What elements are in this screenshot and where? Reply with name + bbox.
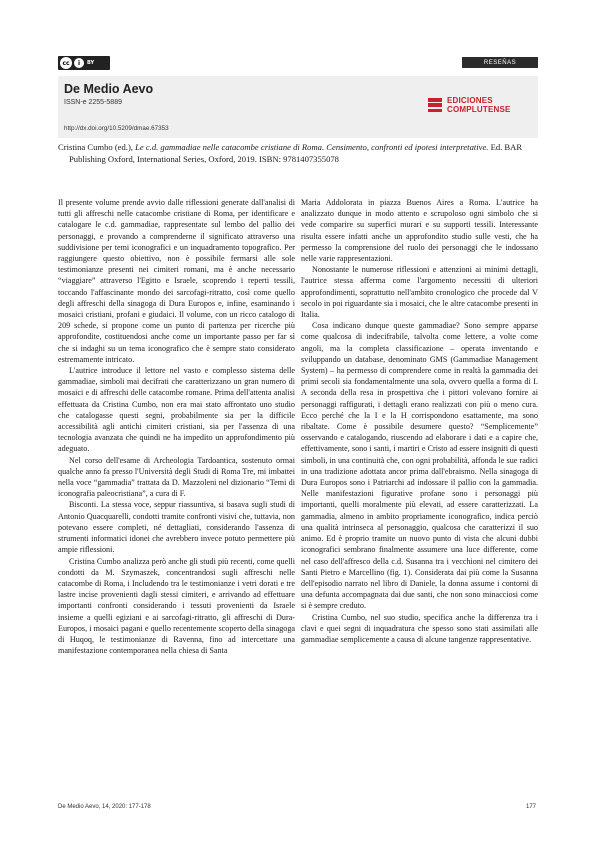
paragraph: L'autrice introduce il lettore nel vasto e complesso sistema delle gammadiae, simboli mai decifrati che caratterizzano un gran numero di mosaici e di affreschi delle catacombe romane. Prima dell'attenta analisi effettuata da Cristina Cumbo, non era mai stato affrontato uno studio che catalogasse questi segni, probabilmente sia per la difficile accessibilità agli antichi cimiteri cristiani, sia per l'assenza di una tecnologia avanzata che quindi ne ha impedito un approfondimento più adeguato. [58, 366, 295, 454]
book-citation [58, 141, 538, 165]
paragraph: Maria Addolorata in piazza Buenos Aires a Roma. L'autrice ha analizzato dunque in modo attento e scrupoloso ogni simbolo che si vede comparire su superfici murari e su supporti tessili. Interessante risulta essere infatti anche un approfondito studio sulle vesti, che ha permesso la comprensione del ruolo dei personaggi che le indossano nelle varie rappresentazioni. [301, 198, 538, 264]
section-tag: RESEÑAS [462, 57, 538, 68]
publisher-logo [428, 96, 511, 114]
publisher-name-line1: EDICIONES [447, 96, 493, 105]
attribution-icon: i [74, 58, 84, 68]
paragraph: Il presente volume prende avvio dalle riflessioni generate dall'analisi di tutti gli affreschi nelle catacombe cristiane di Roma, per identificare e catalogare le c.d. gammadiae, rappresentate sul lembo del pallio dei personaggi, e provando a comprenderne il significato attraverso una suddivisione per temi iconografici e un inquadramento topografico. Per raggiungere questo obiettivo, non è possibile fermarsi alle sole testimonianze presenti nei cimiteri romani, ma è anche necessario “viaggiare” attraverso l'Egitto e Israele, scoprendo i reperti tessili, toccando l'affascinante mondo dei sarcofagi-ritratto, così come quello degli affreschi della sinagoga di Dura Europos e, infine, esaminando i mosaici cristiani, profani e giudaici. Il volume, con un ricco catalogo di 209 schede, si propone come un punto di partenza per ricerche più approfondite, costituendosi anche come un importante passo per far sì che si indaghi su un tema iconografico che è sempre stato considerato estremamente intricato. [58, 198, 295, 364]
license-label: BY [87, 60, 95, 66]
right-column [301, 197, 538, 645]
paragraph: Cosa indicano dunque queste gammadiae? Sono sempre apparse come qualcosa di indecifrabile, talvolta come lettere, a volte come angoli, ma la completa classificazione – operata inventando e sviluppando un database, denominato GMS (Gammadiae Management System) – ha permesso di comprendere come in realtà la gammadia dei primi secoli sia fondamentalmente una sola, ovvero quella a forma di I. A seconda della resa in prospettiva che i pittori volevano fornire ai personaggi raffigurati, i dettagli erano realizzati con più o meno cura. Ecco perché che la I e la H corrispondono esattamente, ma sono ribaltate. Come è possibile desumere questo? “Semplicemente” osservando e catalogando, riuscendo ad elaborare i dati e a capire che, effettivamente, sono i santi, i martiri e Cristo ad essere insigniti di questi simboli, in una continuità che, con ogni probabilità, affonda le sue radici in una tradizione adottata ancor prima dall'ebraismo. Nella sinagoga di Dura Europos sono i Patriarchi ad indossare il pallio con la gammadia. Nelle manifestazioni figurative profane sono i personaggi più importanti, quelli moralmente più elevati, ad essere caratterizzati. La gammadia, almeno in ambito propriamente iconografico, indica perciò una qualità intrinseca al personaggio, qualcosa che caratterizzi il suo animo. Ed è proprio tramite un nuovo punto di vista che alcuni dubbi iconografici sembrano finalmente assumere una luce differente, come nel caso dell'affresco della c.d. Susanna tra i vecchioni nel cimitero dei Santi Pietro e Marcellino (fig. 1). Considerata dai più come la Susanna dell'episodio narrato nel libro di Daniele, la donna assume i contorni di una defunta accompagnata dai due santi, che non sono minacciosi come si è sempre creduto. [301, 321, 538, 611]
left-column [58, 197, 295, 656]
citation-title: Le c.d. gammadiae nelle catacombe cristiane di Roma. Censimento, confronti ed ipotesi interpretative. [135, 142, 489, 152]
publisher-name-line2: COMPLUTENSE [447, 105, 511, 114]
paragraph: Cristina Cumbo, nel suo studio, specifica anche la differenza tra i clavi e quei segni di inquadratura che spesso sono stati assimilati alle gammadiae semplicemente a causa di alcune tangenze rappresentative. [301, 612, 538, 644]
journal-title: De Medio Aevo [64, 82, 154, 96]
creative-commons-icon: cc [60, 57, 72, 69]
paragraph: Nonostante le numerose riflessioni e attenzioni ai minimi dettagli, l'autrice stessa afferma come l'argomento necessiti di ulteriori approfondimenti, soprattutto nell'ambito cronologico che procede dal V secolo in poi riguardante sia i mosaici, che le altre catacombe presenti in Italia. [301, 265, 538, 320]
citation-author: Cristina Cumbo (ed.), [58, 142, 133, 152]
license-badge[interactable] [58, 56, 110, 70]
publisher-mark-icon [428, 98, 442, 112]
journal-header [58, 76, 538, 138]
paragraph: Bisconti. La stessa voce, seppur riassuntiva, si basava sugli studi di Antonio Quacquarelli, condotti tramite confronti visivi che, tuttavia, non potevano essere completi, né dettagliati, considerando l'assenza di strumenti informatici idonei che avrebbero invece potuto permettere più ampie riflessioni. [58, 500, 295, 555]
footer-citation: De Medio Aevo, 14, 2020: 177-178 [58, 804, 151, 810]
doi-link[interactable]: http://dx.doi.org/10.5209/dmae.67353 [64, 125, 169, 132]
paragraph: Nel corso dell'esame di Archeologia Tardoantica, sostenuto ormai qualche anno fa presso l'Università degli Studi di Roma Tre, mi imbattei nella voce “gammadia” trattata da D. Mazzoleni nel dizionario “Temi di iconografia paleocristiana”, a cura di F. [58, 455, 295, 499]
issn: ISSN-e 2255-5889 [64, 99, 122, 106]
page-number: 177 [526, 804, 537, 810]
paragraph: Cristina Cumbo analizza però anche gli studi più recenti, come quelli condotti da M. Szymaszek, concentrandosi sugli affreschi nelle catacombe di Roma, i Includendo tra le testimonianze i vetri dorati e tre lastre incise provenienti dagli stessi cimiteri, e arrivando ad effettuare importanti confronti considerando i tessuti provenienti da Israele insieme a quelli egiziani e ai sarcofagi-ritratto, gli affreschi di Dura-Europos, i mosaici pagani e quello recentemente scoperto della sinagoga di Huqoq, le testimonianze di Ravenna, fino ad intercettare una manifestazione contemporanea nella chiesa di Santa [58, 556, 295, 656]
citation-publication: Ed. BAR Publishing Oxford, International Series, Oxford, 2019. ISBN: 9781407355078 [69, 142, 523, 164]
